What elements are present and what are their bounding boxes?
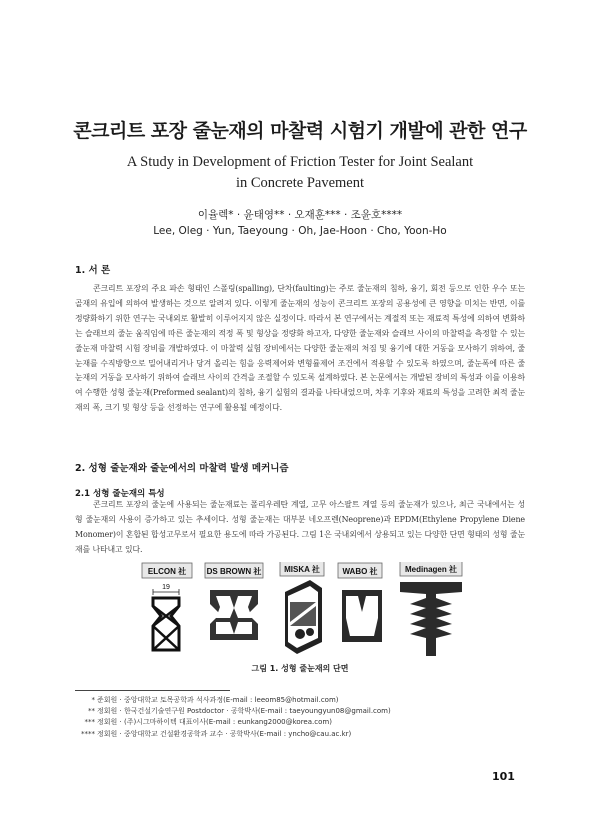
section-2-1-paragraph: 콘크리트 포장의 줄눈에 사용되는 줄눈재료는 폴리우레탄 계열, 고무 아스팔트 계열 등의 줄눈재가 있으나, 최근 국내에서는 성형 줄눈재의 사용이 증가하고 있는 추세이다. 성형 줄눈재는 대부분 네오프렌(Neoprene)과 EPDM(Ethylene Propylene Diene Monomer)이 혼합된 합성고무로서 필요한 용도에 따라 가공된다. 그림 1은 국내외에서 상용되고 있는 다양한 단면 형태의 성형 줄눈재를 나타내고 있다. xyxy=(75,500,525,554)
paper-title-korean: 콘크리트 포장 줄눈재의 마찰력 시험기 개발에 관한 연구 xyxy=(73,120,527,142)
medinagen-cross-section xyxy=(400,582,462,656)
elcon-cross-section xyxy=(153,584,179,650)
section-1-heading: 1. 서 론 xyxy=(75,265,111,276)
footnote-1: * 준회원 · 중앙대학교 토목공학과 석사과정(E-mail : leeom85@hotmail.com) xyxy=(91,696,339,704)
wabo-cross-section xyxy=(342,590,382,642)
paper-title-english xyxy=(0,152,600,194)
label-wabo-text: WABO 社 xyxy=(342,567,378,576)
label-medinagen-text: Medinagen 社 xyxy=(404,565,458,574)
footnotes xyxy=(78,695,528,740)
footnote-3: *** 정회원 · (주)시그마하이텍 대표이사(E-mail : eunkang2000@korea.com) xyxy=(84,718,332,727)
elcon-dimension: 19 xyxy=(162,584,170,591)
label-medinagen xyxy=(400,562,462,576)
section-2-1-heading: 2.1 성형 줄눈재의 특성 xyxy=(75,489,165,499)
page-number: 101 xyxy=(492,770,515,783)
ds-brown-cross-section xyxy=(210,590,258,640)
footnote-divider xyxy=(75,690,230,691)
footnote-4: **** 정회원 · 중앙대학교 건설환경공학과 교수 · 공학박사(E-mail : yncho@cau.ac.kr) xyxy=(81,729,352,738)
authors-korean: 이율렉* · 윤태영** · 오재훈*** · 조윤호**** xyxy=(197,209,403,221)
authors-english: Lee, Oleg · Yun, Taeyoung · Oh, Jae-Hoon · Cho, Yoon-Ho xyxy=(153,225,447,237)
label-wabo xyxy=(338,563,382,578)
title-en-line-2: in Concrete Pavement xyxy=(235,175,365,191)
figure-1-sealant-cross-sections xyxy=(130,562,475,660)
footnote-2: ** 정회원 · 한국건설기술연구원 Postdoctor · 공학박사(E-mail : taeyoungyun08@gmail.com) xyxy=(88,707,391,716)
figure-1-caption: 그림 1. 성형 줄눈재의 단면 xyxy=(251,664,349,673)
label-elcon xyxy=(142,563,192,578)
label-miska xyxy=(280,562,324,576)
label-ds-brown-text: DS BROWN 社 xyxy=(206,567,262,576)
title-en-line-1: A Study in Development of Friction Tester for Joint Sealant xyxy=(126,154,474,170)
miska-cross-section xyxy=(285,580,322,654)
label-elcon-text: ELCON 社 xyxy=(147,567,187,576)
section-1-paragraph: 콘크리트 포장의 주요 파손 형태인 스폴링(spalling), 단차(faulting)는 주로 줄눈재의 침하, 융기, 회전 등으로 인한 우수 또는 골재의 유입에 의하여 발생하는 것으로 알려져 있다. 이렇게 줄눈재의 성능이 콘크리트 포장의 공용성에 큰 영향을 미치는 반면, 이를 정량화하기 위한 연구는 국내외로 활발히 이루어지지 않은 실정이다. 따라서 본 연구에서는 계절적 또는 재료적 특성에 의하여 변화하는 슬래브의 줄눈 움직임에 따른 줄눈재의 적정 폭 및 형상을 정량화 하고자, 다양한 줄눈재와 슬래브 사이의 마찰력을 측정할 수 있는 줄눈재 마찰력 시험 장비를 개발하였다. 이 마찰력 실험 장비에서는 다양한 줄눈재의 처짐 및 융기에 대한 거동을 모사하기 위하여, 줄눈재를 수직방향으로 밀어내리거나 당겨 올리는 힘을 응력제어와 변형률제어 조건에서 적용할 수 있도록 하였으며, 줄눈폭에 따른 줄눈재의 거동을 모사하기 위하여 슬래브 사이의 간격을 조절할 수 있도록 설계하였다. 본 논문에서는 개발된 장비의 특성과 이를 이용하여 수행한 성형 줄눈재(Preformed sealant)의 침하, 융기 실험의 결과를 나타내었으며, 차후 기후와 재료의 특성을 고려한 최적 줄눈재의 폭, 크기 및 형상 등을 선정하는 연구에 활용될 예정이다. xyxy=(75,284,525,413)
label-miska-text: MISKA 社 xyxy=(284,565,320,574)
label-ds-brown xyxy=(205,563,263,578)
section-2-heading: 2. 성형 줄눈재와 줄눈에서의 마찰력 발생 메커니즘 xyxy=(75,463,289,474)
